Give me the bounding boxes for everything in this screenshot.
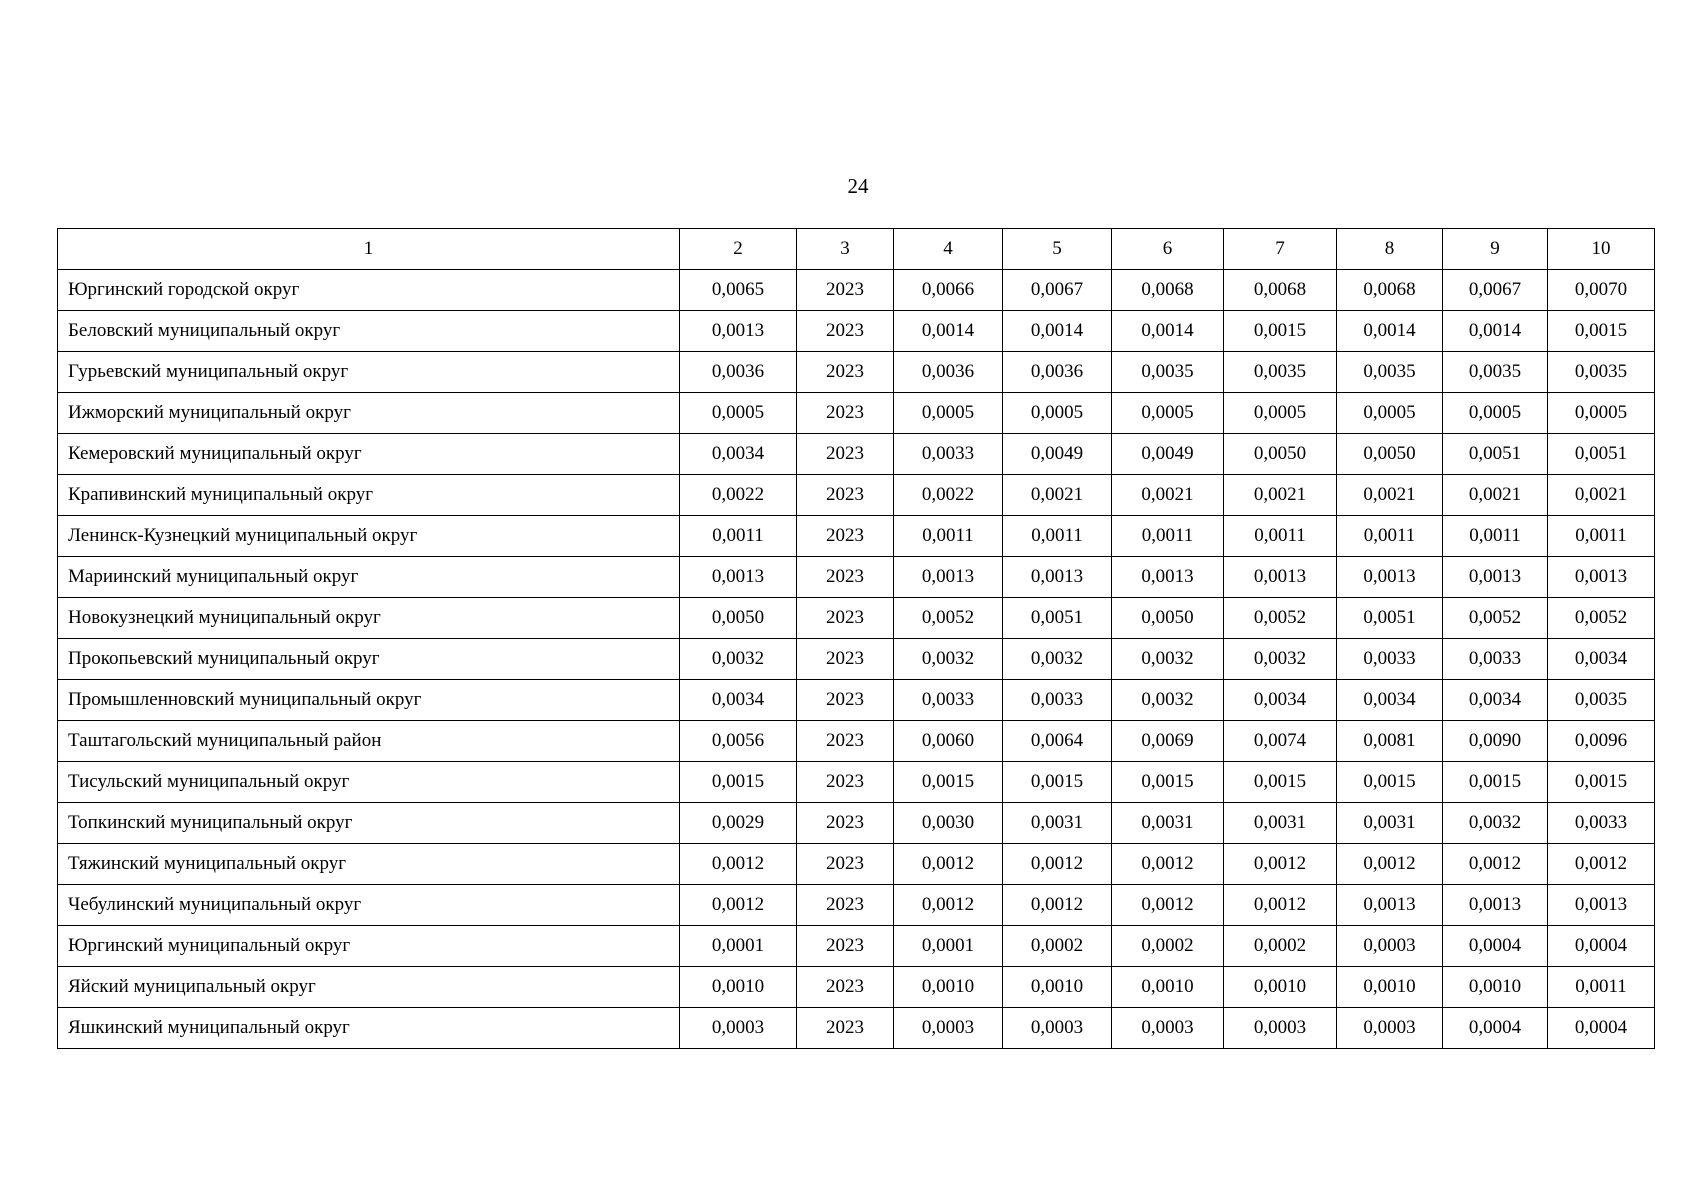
table-row xyxy=(58,639,1655,680)
value-cell: 0,0036 xyxy=(680,352,797,393)
value-cell: 0,0035 xyxy=(1548,352,1655,393)
value-cell: 2023 xyxy=(797,516,894,557)
value-cell: 0,0033 xyxy=(894,680,1003,721)
value-cell: 0,0021 xyxy=(1003,475,1112,516)
value-cell: 2023 xyxy=(797,885,894,926)
value-cell: 0,0003 xyxy=(1337,926,1443,967)
header-cell: 2 xyxy=(680,229,797,270)
value-cell: 0,0013 xyxy=(1337,557,1443,598)
value-cell: 0,0021 xyxy=(1337,475,1443,516)
value-cell: 0,0051 xyxy=(1003,598,1112,639)
value-cell: 0,0050 xyxy=(680,598,797,639)
value-cell: 0,0033 xyxy=(1443,639,1548,680)
value-cell: 0,0003 xyxy=(894,1008,1003,1049)
value-cell: 0,0015 xyxy=(1548,311,1655,352)
value-cell: 0,0015 xyxy=(1112,762,1224,803)
value-cell: 0,0005 xyxy=(1224,393,1337,434)
value-cell: 0,0050 xyxy=(1112,598,1224,639)
value-cell: 0,0003 xyxy=(1112,1008,1224,1049)
value-cell: 0,0067 xyxy=(1003,270,1112,311)
value-cell: 2023 xyxy=(797,598,894,639)
value-cell: 0,0031 xyxy=(1337,803,1443,844)
value-cell: 0,0015 xyxy=(1548,762,1655,803)
value-cell: 0,0036 xyxy=(1003,352,1112,393)
value-cell: 0,0011 xyxy=(1112,516,1224,557)
value-cell: 0,0012 xyxy=(894,885,1003,926)
value-cell: 0,0031 xyxy=(1112,803,1224,844)
value-cell: 0,0011 xyxy=(1548,967,1655,1008)
municipality-name-cell: Беловский муниципальный округ xyxy=(58,311,680,352)
header-cell: 4 xyxy=(894,229,1003,270)
value-cell: 0,0033 xyxy=(1548,803,1655,844)
value-cell: 0,0004 xyxy=(1548,926,1655,967)
value-cell: 0,0003 xyxy=(1003,1008,1112,1049)
value-cell: 0,0010 xyxy=(1003,967,1112,1008)
table-row xyxy=(58,516,1655,557)
value-cell: 0,0031 xyxy=(1224,803,1337,844)
municipality-name-cell: Крапивинский муниципальный округ xyxy=(58,475,680,516)
value-cell: 2023 xyxy=(797,1008,894,1049)
value-cell: 0,0034 xyxy=(680,434,797,475)
value-cell: 0,0013 xyxy=(1548,885,1655,926)
value-cell: 0,0014 xyxy=(1112,311,1224,352)
table-row xyxy=(58,270,1655,311)
value-cell: 2023 xyxy=(797,311,894,352)
value-cell: 0,0012 xyxy=(1112,885,1224,926)
value-cell: 0,0090 xyxy=(1443,721,1548,762)
value-cell: 0,0010 xyxy=(894,967,1003,1008)
value-cell: 0,0013 xyxy=(1443,557,1548,598)
municipality-name-cell: Чебулинский муниципальный округ xyxy=(58,885,680,926)
municipality-name-cell: Новокузнецкий муниципальный округ xyxy=(58,598,680,639)
value-cell: 0,0012 xyxy=(680,885,797,926)
value-cell: 0,0050 xyxy=(1337,434,1443,475)
value-cell: 2023 xyxy=(797,967,894,1008)
value-cell: 0,0035 xyxy=(1224,352,1337,393)
value-cell: 0,0074 xyxy=(1224,721,1337,762)
table-row xyxy=(58,311,1655,352)
value-cell: 0,0032 xyxy=(894,639,1003,680)
value-cell: 0,0002 xyxy=(1003,926,1112,967)
municipality-name-cell: Яшкинский муниципальный округ xyxy=(58,1008,680,1049)
value-cell: 0,0052 xyxy=(1548,598,1655,639)
value-cell: 0,0014 xyxy=(1337,311,1443,352)
value-cell: 0,0011 xyxy=(1003,516,1112,557)
value-cell: 0,0033 xyxy=(1337,639,1443,680)
table-row xyxy=(58,885,1655,926)
value-cell: 0,0049 xyxy=(1112,434,1224,475)
value-cell: 0,0021 xyxy=(1443,475,1548,516)
table-row xyxy=(58,352,1655,393)
table-row xyxy=(58,393,1655,434)
value-cell: 2023 xyxy=(797,721,894,762)
value-cell: 2023 xyxy=(797,926,894,967)
header-cell: 3 xyxy=(797,229,894,270)
value-cell: 0,0015 xyxy=(894,762,1003,803)
value-cell: 0,0056 xyxy=(680,721,797,762)
value-cell: 0,0010 xyxy=(1443,967,1548,1008)
value-cell: 0,0012 xyxy=(1224,844,1337,885)
value-cell: 0,0030 xyxy=(894,803,1003,844)
value-cell: 0,0004 xyxy=(1443,926,1548,967)
table-row xyxy=(58,721,1655,762)
value-cell: 0,0035 xyxy=(1112,352,1224,393)
table-row xyxy=(58,967,1655,1008)
value-cell: 0,0013 xyxy=(680,311,797,352)
value-cell: 0,0022 xyxy=(894,475,1003,516)
value-cell: 0,0003 xyxy=(680,1008,797,1049)
value-cell: 0,0015 xyxy=(1224,762,1337,803)
value-cell: 0,0011 xyxy=(894,516,1003,557)
value-cell: 0,0034 xyxy=(1337,680,1443,721)
value-cell: 0,0066 xyxy=(894,270,1003,311)
value-cell: 0,0001 xyxy=(894,926,1003,967)
value-cell: 0,0005 xyxy=(1003,393,1112,434)
value-cell: 0,0036 xyxy=(894,352,1003,393)
value-cell: 0,0014 xyxy=(1443,311,1548,352)
municipality-name-cell: Промышленновский муниципальный округ xyxy=(58,680,680,721)
value-cell: 0,0011 xyxy=(1224,516,1337,557)
value-cell: 0,0012 xyxy=(1548,844,1655,885)
value-cell: 0,0069 xyxy=(1112,721,1224,762)
value-cell: 0,0004 xyxy=(1548,1008,1655,1049)
value-cell: 0,0032 xyxy=(1112,680,1224,721)
value-cell: 0,0032 xyxy=(1224,639,1337,680)
header-cell: 9 xyxy=(1443,229,1548,270)
municipality-name-cell: Кемеровский муниципальный округ xyxy=(58,434,680,475)
value-cell: 0,0068 xyxy=(1337,270,1443,311)
table-row xyxy=(58,844,1655,885)
value-cell: 0,0004 xyxy=(1443,1008,1548,1049)
value-cell: 0,0029 xyxy=(680,803,797,844)
value-cell: 0,0011 xyxy=(1443,516,1548,557)
value-cell: 0,0035 xyxy=(1548,680,1655,721)
value-cell: 0,0012 xyxy=(1443,844,1548,885)
value-cell: 0,0049 xyxy=(1003,434,1112,475)
header-cell: 5 xyxy=(1003,229,1112,270)
value-cell: 2023 xyxy=(797,557,894,598)
value-cell: 0,0035 xyxy=(1443,352,1548,393)
value-cell: 0,0067 xyxy=(1443,270,1548,311)
value-cell: 2023 xyxy=(797,680,894,721)
table-row xyxy=(58,434,1655,475)
table-row xyxy=(58,680,1655,721)
value-cell: 0,0051 xyxy=(1443,434,1548,475)
value-cell: 2023 xyxy=(797,803,894,844)
value-cell: 0,0013 xyxy=(1224,557,1337,598)
value-cell: 0,0005 xyxy=(680,393,797,434)
municipality-name-cell: Юргинский городской округ xyxy=(58,270,680,311)
value-cell: 0,0001 xyxy=(680,926,797,967)
value-cell: 0,0002 xyxy=(1224,926,1337,967)
value-cell: 2023 xyxy=(797,762,894,803)
table-row xyxy=(58,762,1655,803)
table-body xyxy=(58,229,1655,1049)
table-row xyxy=(58,1008,1655,1049)
value-cell: 0,0032 xyxy=(1443,803,1548,844)
value-cell: 0,0022 xyxy=(680,475,797,516)
value-cell: 0,0015 xyxy=(1337,762,1443,803)
value-cell: 0,0010 xyxy=(1224,967,1337,1008)
value-cell: 0,0050 xyxy=(1224,434,1337,475)
value-cell: 2023 xyxy=(797,352,894,393)
value-cell: 0,0015 xyxy=(680,762,797,803)
value-cell: 0,0005 xyxy=(1443,393,1548,434)
value-cell: 2023 xyxy=(797,270,894,311)
municipality-name-cell: Мариинский муниципальный округ xyxy=(58,557,680,598)
municipality-name-cell: Яйский муниципальный округ xyxy=(58,967,680,1008)
value-cell: 0,0068 xyxy=(1224,270,1337,311)
value-cell: 0,0015 xyxy=(1443,762,1548,803)
value-cell: 0,0003 xyxy=(1337,1008,1443,1049)
value-cell: 2023 xyxy=(797,434,894,475)
value-cell: 0,0010 xyxy=(1112,967,1224,1008)
page-number: 24 xyxy=(847,174,869,198)
table-row xyxy=(58,598,1655,639)
value-cell: 0,0011 xyxy=(680,516,797,557)
value-cell: 0,0013 xyxy=(680,557,797,598)
header-cell: 6 xyxy=(1112,229,1224,270)
municipality-name-cell: Тяжинский муниципальный округ xyxy=(58,844,680,885)
value-cell: 0,0081 xyxy=(1337,721,1443,762)
value-cell: 0,0003 xyxy=(1224,1008,1337,1049)
municipality-name-cell: Тисульский муниципальный округ xyxy=(58,762,680,803)
value-cell: 0,0013 xyxy=(1443,885,1548,926)
header-cell: 8 xyxy=(1337,229,1443,270)
table-header-row xyxy=(58,229,1655,270)
value-cell: 2023 xyxy=(797,393,894,434)
value-cell: 0,0013 xyxy=(894,557,1003,598)
value-cell: 0,0014 xyxy=(894,311,1003,352)
value-cell: 0,0014 xyxy=(1003,311,1112,352)
value-cell: 0,0013 xyxy=(1337,885,1443,926)
municipality-name-cell: Ижморский муниципальный округ xyxy=(58,393,680,434)
value-cell: 0,0011 xyxy=(1337,516,1443,557)
table-row xyxy=(58,803,1655,844)
table-row xyxy=(58,926,1655,967)
value-cell: 0,0031 xyxy=(1003,803,1112,844)
data-table xyxy=(57,228,1655,1049)
municipality-name-cell: Гурьевский муниципальный округ xyxy=(58,352,680,393)
municipality-name-cell: Таштагольский муниципальный район xyxy=(58,721,680,762)
value-cell: 0,0052 xyxy=(1224,598,1337,639)
value-cell: 0,0033 xyxy=(1003,680,1112,721)
value-cell: 0,0070 xyxy=(1548,270,1655,311)
value-cell: 0,0012 xyxy=(680,844,797,885)
value-cell: 0,0012 xyxy=(1112,844,1224,885)
value-cell: 0,0012 xyxy=(1003,844,1112,885)
value-cell: 0,0002 xyxy=(1112,926,1224,967)
value-cell: 0,0015 xyxy=(1003,762,1112,803)
value-cell: 0,0005 xyxy=(1337,393,1443,434)
value-cell: 0,0005 xyxy=(1112,393,1224,434)
value-cell: 0,0021 xyxy=(1112,475,1224,516)
value-cell: 0,0032 xyxy=(680,639,797,680)
municipality-name-cell: Ленинск-Кузнецкий муниципальный округ xyxy=(58,516,680,557)
value-cell: 0,0012 xyxy=(894,844,1003,885)
table-row xyxy=(58,557,1655,598)
value-cell: 2023 xyxy=(797,639,894,680)
value-cell: 0,0013 xyxy=(1112,557,1224,598)
value-cell: 0,0065 xyxy=(680,270,797,311)
value-cell: 0,0068 xyxy=(1112,270,1224,311)
value-cell: 0,0012 xyxy=(1003,885,1112,926)
value-cell: 0,0013 xyxy=(1548,557,1655,598)
header-cell: 7 xyxy=(1224,229,1337,270)
value-cell: 0,0051 xyxy=(1548,434,1655,475)
value-cell: 0,0010 xyxy=(680,967,797,1008)
value-cell: 0,0015 xyxy=(1224,311,1337,352)
value-cell: 0,0096 xyxy=(1548,721,1655,762)
value-cell: 0,0034 xyxy=(680,680,797,721)
municipality-name-cell: Юргинский муниципальный округ xyxy=(58,926,680,967)
value-cell: 2023 xyxy=(797,475,894,516)
value-cell: 0,0013 xyxy=(1003,557,1112,598)
value-cell: 0,0034 xyxy=(1443,680,1548,721)
value-cell: 0,0060 xyxy=(894,721,1003,762)
value-cell: 0,0011 xyxy=(1548,516,1655,557)
value-cell: 0,0033 xyxy=(894,434,1003,475)
table-row xyxy=(58,475,1655,516)
value-cell: 0,0035 xyxy=(1337,352,1443,393)
value-cell: 0,0005 xyxy=(894,393,1003,434)
value-cell: 0,0005 xyxy=(1548,393,1655,434)
value-cell: 0,0021 xyxy=(1224,475,1337,516)
value-cell: 0,0034 xyxy=(1548,639,1655,680)
municipality-name-cell: Прокопьевский муниципальный округ xyxy=(58,639,680,680)
value-cell: 0,0012 xyxy=(1337,844,1443,885)
value-cell: 0,0051 xyxy=(1337,598,1443,639)
header-cell: 1 xyxy=(58,229,680,270)
value-cell: 0,0012 xyxy=(1224,885,1337,926)
value-cell: 0,0010 xyxy=(1337,967,1443,1008)
value-cell: 0,0064 xyxy=(1003,721,1112,762)
header-cell: 10 xyxy=(1548,229,1655,270)
value-cell: 0,0021 xyxy=(1548,475,1655,516)
value-cell: 2023 xyxy=(797,844,894,885)
value-cell: 0,0032 xyxy=(1112,639,1224,680)
value-cell: 0,0034 xyxy=(1224,680,1337,721)
value-cell: 0,0052 xyxy=(1443,598,1548,639)
municipality-name-cell: Топкинский муниципальный округ xyxy=(58,803,680,844)
value-cell: 0,0052 xyxy=(894,598,1003,639)
value-cell: 0,0032 xyxy=(1003,639,1112,680)
